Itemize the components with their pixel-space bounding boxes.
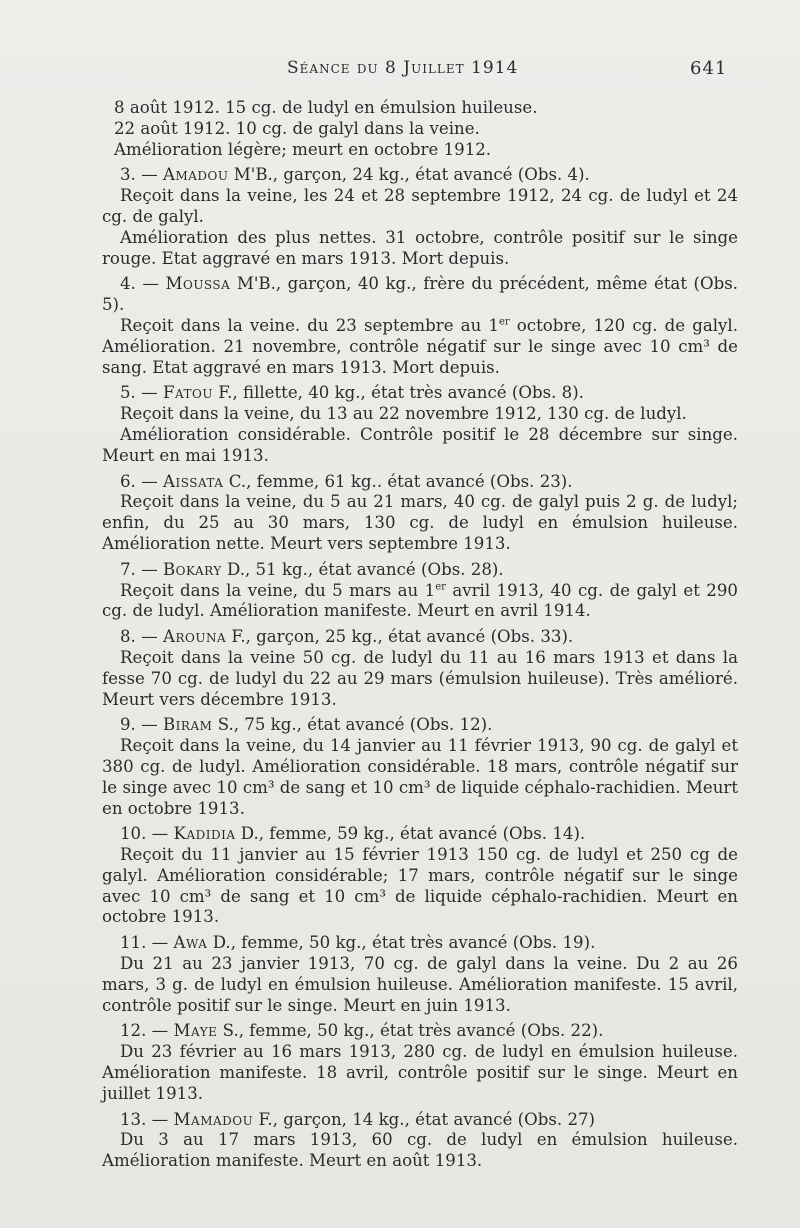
- case-description: C., femme, 61 kg.. état avancé (Obs. 23).: [223, 471, 573, 491]
- page-number: 641: [690, 58, 728, 79]
- case-number: 4. —: [120, 274, 159, 294]
- patient-name: Amadou: [162, 165, 229, 185]
- case-description: D., femme, 50 kg., état très avancé (Obs. 19).: [207, 933, 596, 953]
- case-heading: [102, 933, 738, 954]
- case-number: 13. —: [120, 1109, 169, 1129]
- case-heading: [102, 715, 738, 736]
- case-number: 12. —: [120, 1021, 169, 1041]
- case-description: M'B., garçon, 40 kg., frère du précédent, même état (Obs. 5).: [102, 274, 739, 315]
- case-description: M'B., garçon, 24 kg., état avancé (Obs. 4).: [228, 165, 590, 185]
- case-description: S., femme, 50 kg., état très avancé (Obs. 22).: [217, 1021, 604, 1041]
- case-body: Reçoit du 11 janvier au 15 février 1913 150 cg. de ludyl et 250 cg de galyl. Amélioration considérable; 17 mars, contrôle négatif sur le singe avec 10 cm³ de sang et 10 cm³ de liquide céphalo-rachidien. Meurt en octobre 1913.: [102, 845, 738, 927]
- case-description: D., 51 kg., état avancé (Obs. 28).: [221, 559, 504, 579]
- case-heading: [102, 824, 738, 845]
- case-heading: [102, 1021, 738, 1042]
- case-heading: [102, 472, 738, 493]
- case-number: 9. —: [120, 715, 158, 735]
- case-number: 6. —: [120, 471, 158, 491]
- case-number: 10. —: [120, 824, 169, 844]
- case-description: F., fillette, 40 kg., état très avancé (Obs. 8).: [212, 383, 584, 403]
- case-description: D., femme, 59 kg., état avancé (Obs. 14).: [235, 824, 586, 844]
- case-heading: [102, 627, 738, 648]
- case-body: Reçoit dans la veine. du 23 septembre au 1er octobre, 120 cg. de galyl. Amélioration. 21 novembre, contrôle négatif sur le singe avec 10 cm³ de sang. Etat aggravé en mars 1913. Mort depuis.: [102, 315, 738, 377]
- case-heading: [102, 383, 738, 404]
- patient-name: Kadidia: [173, 824, 236, 844]
- main-text: [102, 98, 738, 1172]
- patient-name: Fatou: [162, 383, 213, 403]
- case-number: 11. —: [120, 933, 169, 953]
- patient-name: Mamadou: [173, 1109, 254, 1129]
- case-number: 3. —: [120, 165, 158, 185]
- running-title: Séance du 8 Juillet 1914: [287, 58, 519, 78]
- case-body: Amélioration des plus nettes. 31 octobre, contrôle positif sur le singe rouge. Etat aggravé en mars 1913. Mort depuis.: [102, 227, 738, 268]
- case-heading: [102, 560, 738, 581]
- case-body: Reçoit dans la veine, du 13 au 22 novembre 1912, 130 cg. de ludyl.: [120, 404, 687, 424]
- case-number: 8. —: [120, 627, 158, 647]
- patient-name: Moussa: [165, 274, 231, 294]
- case-description: S., 75 kg., état avancé (Obs. 12).: [212, 715, 493, 735]
- case-body: Reçoit dans la veine, du 5 mars au 1er avril 1913, 40 cg. de galyl et 290 cg. de ludyl. Amélioration manifeste. Meurt en avril 1914.: [102, 580, 738, 621]
- case-number: 7. —: [120, 559, 158, 579]
- patient-name: Arouna: [162, 627, 227, 647]
- patient-name: Maye: [173, 1021, 218, 1041]
- case-heading: [102, 1110, 738, 1131]
- patient-name: Awa: [173, 933, 208, 953]
- case-body: Reçoit dans la veine, du 5 au 21 mars, 40 cg. de galyl puis 2 g. de ludyl; enfin, du 25 au 30 mars, 130 cg. de ludyl en émulsion huileuse. Amélioration nette. Meurt vers septembre 1913.: [102, 492, 738, 553]
- case-heading: [102, 274, 738, 316]
- case-description: F., garçon, 25 kg., état avancé (Obs. 33).: [226, 627, 574, 647]
- intro-line: 8 août 1912. 15 cg. de ludyl en émulsion huileuse.: [114, 98, 538, 117]
- patient-name: Biram: [162, 715, 213, 735]
- case-heading: [102, 165, 738, 186]
- case-body: Du 21 au 23 janvier 1913, 70 cg. de galyl dans la veine. Du 2 au 26 mars, 3 g. de ludyl en émulsion huileuse. Amélioration manifeste. 15 avril, contrôle positif sur le singe. Meurt en juin 1913.: [102, 954, 738, 1015]
- case-body: Du 3 au 17 mars 1913, 60 cg. de ludyl en émulsion huileuse. Amélioration manifeste. Meurt en août 1913.: [102, 1130, 738, 1171]
- intro-line: Amélioration légère; meurt en octobre 1912.: [114, 139, 492, 159]
- case-description: F., garçon, 14 kg., état avancé (Obs. 27): [253, 1109, 596, 1129]
- case-body: Reçoit dans la veine, du 14 janvier au 11 février 1913, 90 cg. de galyl et 380 cg. de ludyl. Amélioration considérable. 18 mars, contrôle négatif sur le singe avec 10 cm³ de sang et 10 cm³ de liquide céphalo-rachidien. Meurt en octobre 1913.: [102, 736, 738, 818]
- case-body: Reçoit dans la veine, les 24 et 28 septembre 1912, 24 cg. de ludyl et 24 cg. de galyl.: [102, 186, 738, 226]
- intro-line: 22 août 1912. 10 cg. de galyl dans la veine.: [114, 118, 480, 138]
- patient-name: Aissata: [162, 471, 224, 491]
- case-list: [102, 165, 738, 1172]
- case-body: Reçoit dans la veine 50 cg. de ludyl du 11 au 16 mars 1913 et dans la fesse 70 cg. de ludyl du 22 au 29 mars (émulsion huileuse). Très amélioré. Meurt vers décembre 1913.: [102, 647, 738, 709]
- case-body: Amélioration considérable. Contrôle positif le 28 décembre sur singe. Meurt en mai 1913.: [102, 424, 738, 465]
- patient-name: Bokary: [162, 559, 222, 579]
- case-body: Du 23 février au 16 mars 1913, 280 cg. de ludyl en émulsion huileuse. Amélioration manifeste. 18 avril, contrôle positif sur le singe. Meurt en juillet 1913.: [102, 1042, 738, 1103]
- case-number: 5. —: [120, 383, 158, 403]
- running-header: [0, 56, 800, 86]
